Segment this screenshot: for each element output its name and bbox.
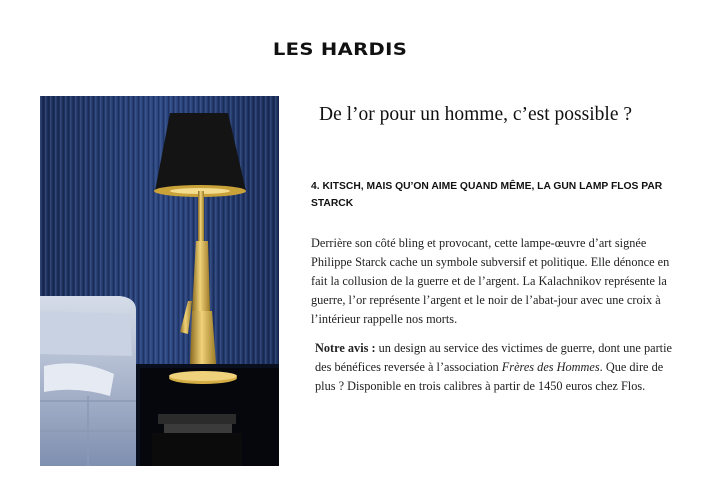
product-photo	[40, 96, 279, 466]
article-body	[311, 234, 681, 329]
article-paragraph: Derrière son côté bling et provocant, cette lampe-œuvre d’art signée Philippe Starck cache un symbole subversif et politique. Elle dénonce en fait la collusion de la guerre et de l’argent. La Kalachnikov représente la guerre, l’or représente l’argent et le noir de l’abat-jour avec une croix à l’intérieur rappelle nos morts.	[311, 236, 670, 326]
article-title: De l’or pour un homme, c’est possible ?	[319, 104, 633, 125]
verdict-text-end: . Que dire de plus ? Disponible en trois calibres à partir de 1450 euros chez Flos.	[315, 359, 664, 393]
article-subtitle: 4. KITSCH, MAIS QU’ON AIME QUAND MÊME, LA GUN LAMP FLOS PAR STARCK	[311, 181, 663, 209]
verdict-paragraph	[315, 339, 685, 396]
association-name: Frères des Hommes	[501, 359, 600, 374]
verdict-text: un design au service des victimes de guerre, dont une partie des bénéfices reversée à l’association	[315, 341, 672, 374]
brand-logo: LES HARDIS	[272, 40, 408, 60]
verdict-label: Notre avis :	[315, 341, 376, 355]
